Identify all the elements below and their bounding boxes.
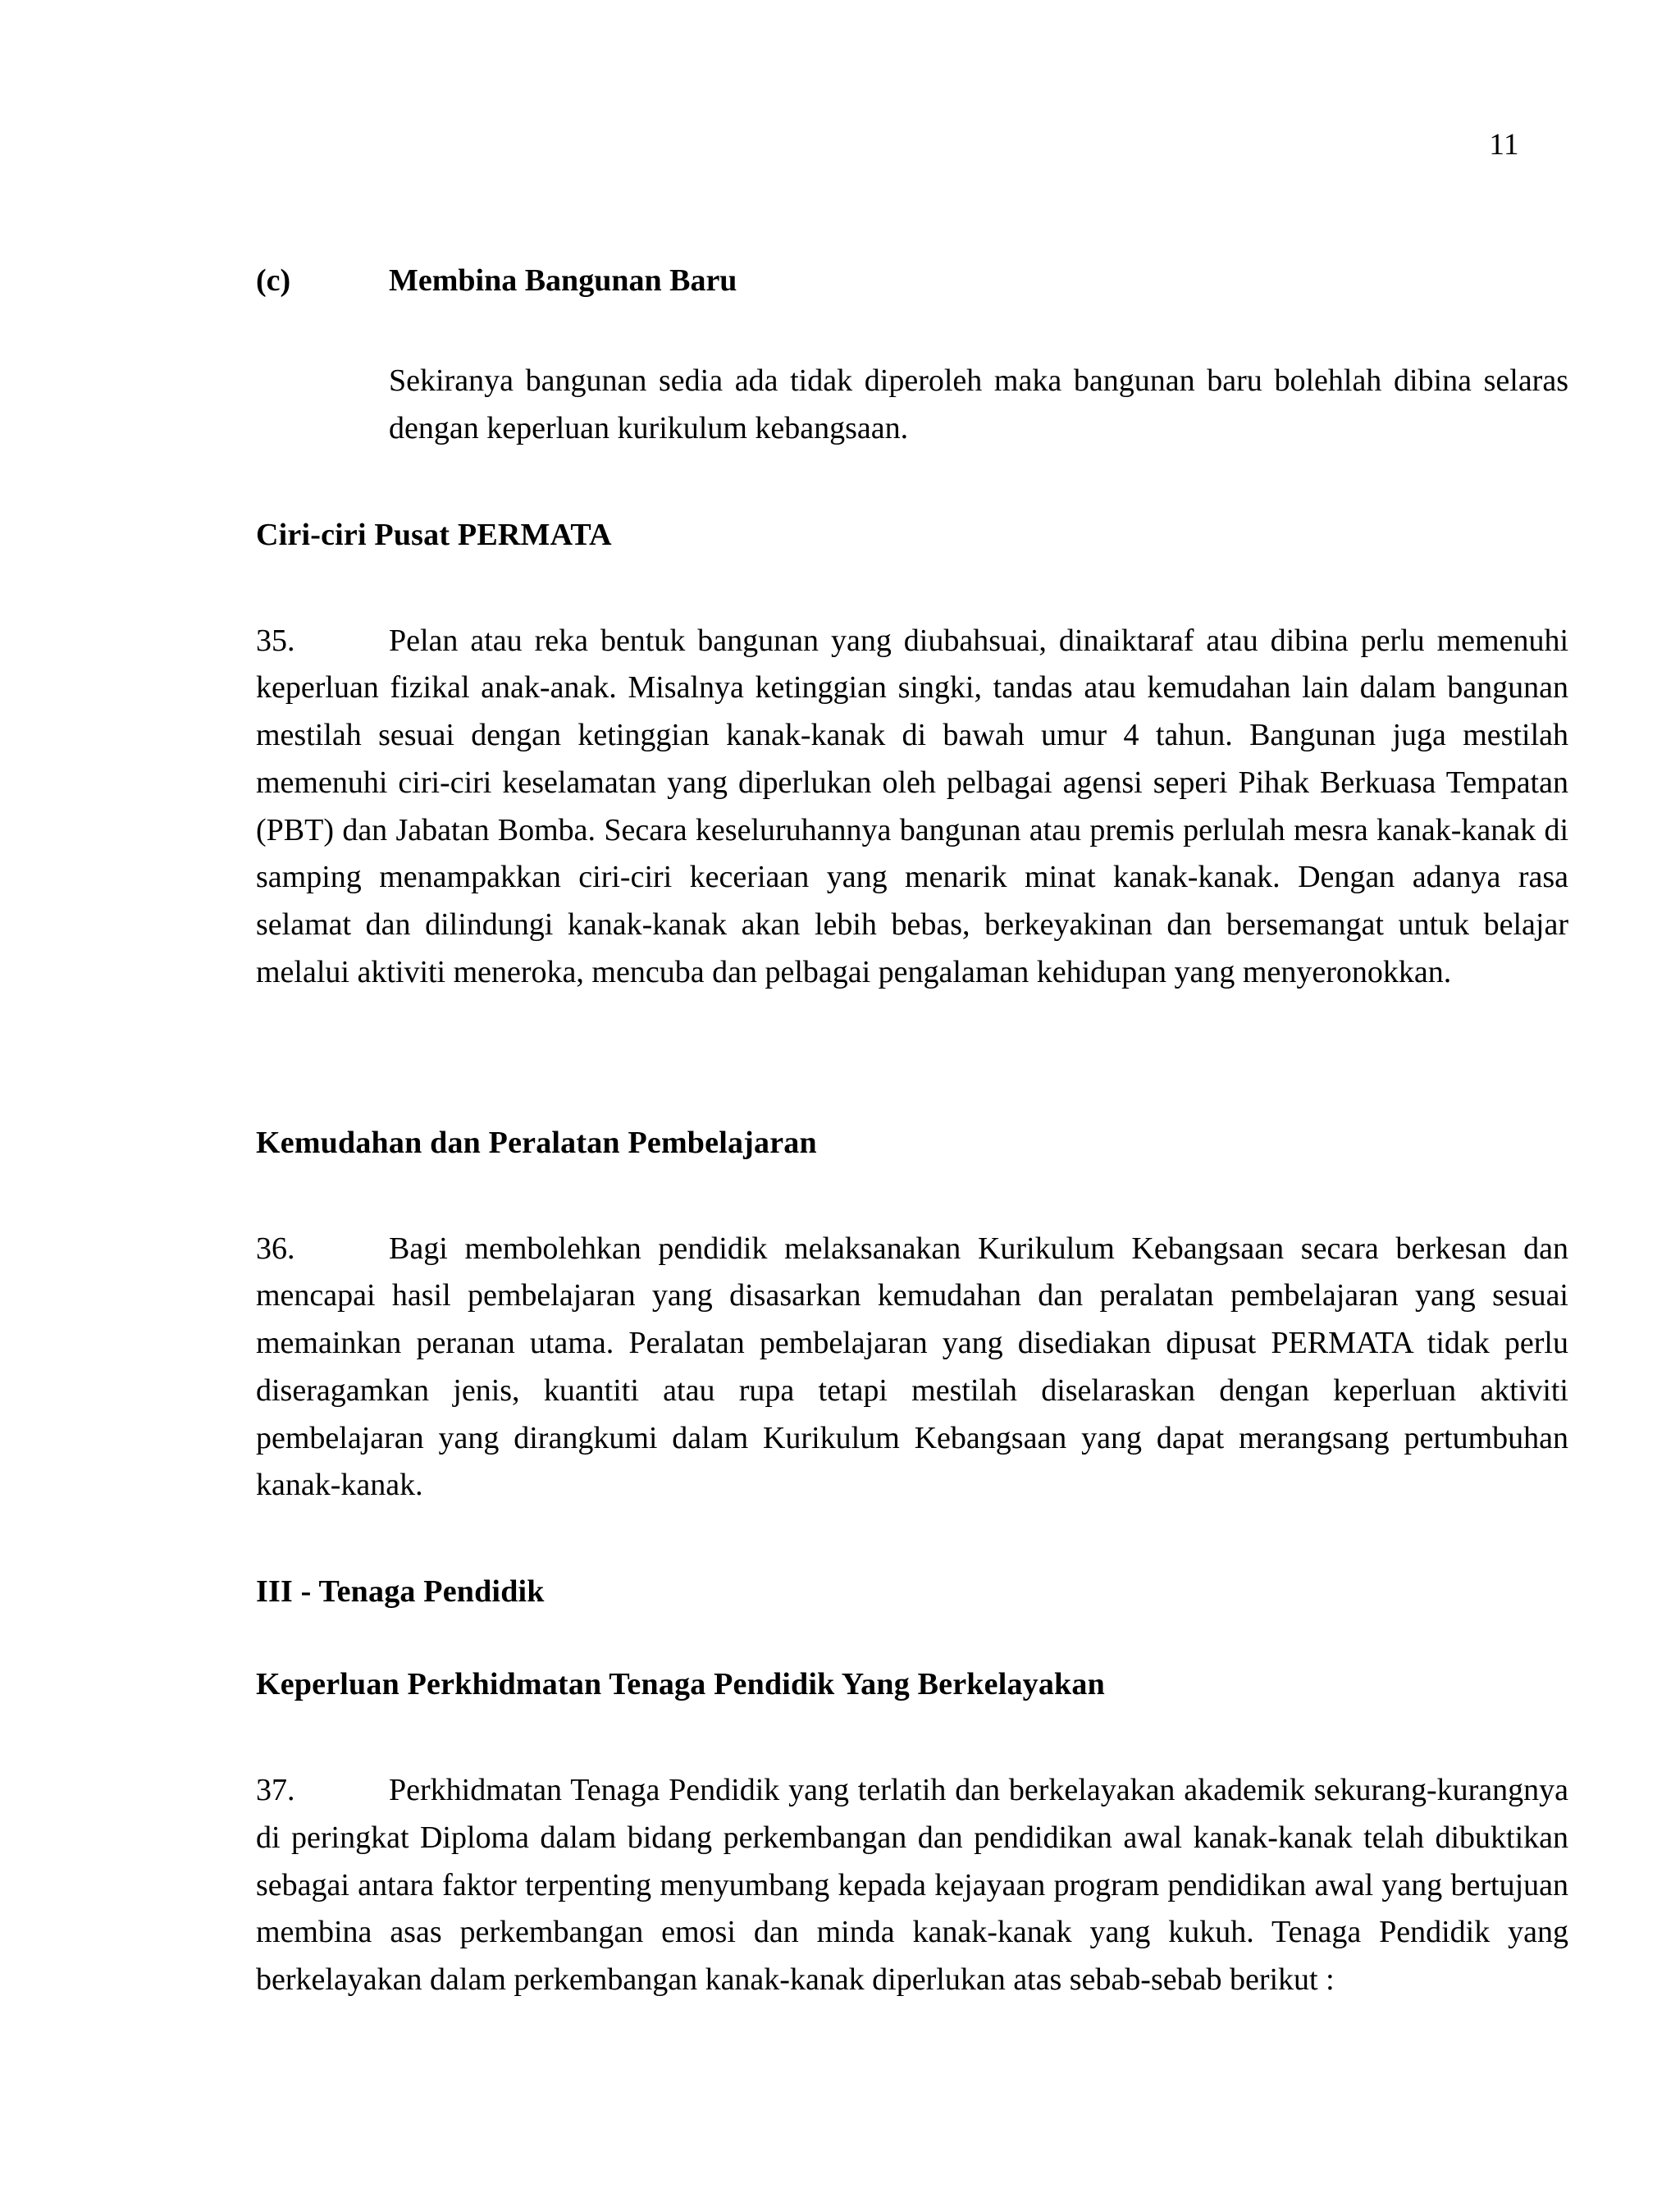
paragraph-35-text: Pelan atau reka bentuk bangunan yang diubahsuai, dinaiktaraf atau dibina perlu memenuhi keperluan fizikal anak-anak. Misalnya ketinggian singki, tandas atau kemudahan lain dalam bangunan mestilah sesuai dengan ketinggian kanak-kanak di bawah umur 4 tahun. Bangunan juga mestilah memenuhi ciri-ciri keselamatan yang diperlukan oleh pelbagai agensi seperi Pihak Berkuasa Tempatan (PBT) dan Jabatan Bomba. Secara keseluruhannya bangunan atau premis perlulah mesra kanak-kanak di samping menampakkan ciri-ciri keceriaan yang menarik minat kanak-kanak. Dengan adanya rasa selamat dan dilindungi kanak-kanak akan lebih bebas, berkeyakinan dan bersemangat untuk belajar melalui aktiviti meneroka, mencuba dan pelbagai pengalaman kehidupan yang menyeronokkan. [256,623,1568,989]
heading-ciri-ciri-pusat-permata: Ciri-ciri Pusat PERMATA [256,517,612,552]
paragraph-number-35: 35. [256,623,295,658]
paragraph-37-text: Perkhidmatan Tenaga Pendidik yang terlatih dan berkelayakan akademik sekurang-kurangnya di peringkat Diploma dalam bidang perkembangan dan pendidikan awal kanak-kanak telah dibuktikan sebagai antara faktor terpenting menyumbang kepada kejayaan program pendidikan awal yang bertujuan membina asas perkembangan emosi dan minda kanak-kanak yang kukuh. Tenaga Pendidik yang berkelayakan dalam perkembangan kanak-kanak diperlukan atas sebab-sebab berikut : [256,1773,1568,1997]
paragraph-membina-bangunan-baru: Sekiranya bangunan sedia ada tidak diperoleh maka bangunan baru bolehlah dibina selaras dengan keperluan kurikulum kebangsaan. [389,363,1568,445]
lettered-heading-text: Membina Bangunan Baru [389,263,737,298]
heading-kemudahan-dan-peralatan-pembelajaran: Kemudahan dan Peralatan Pembelajaran [256,1125,817,1160]
document-body [256,263,1568,2004]
paragraph-number-36: 36. [256,1231,295,1266]
page-number: 11 [1489,128,1519,162]
lettered-marker: (c) [256,263,291,298]
paragraph-36 [256,1226,1568,1510]
paragraph-number-37: 37. [256,1773,295,1807]
paragraph-37 [256,1767,1568,2004]
paragraph-35 [256,618,1568,997]
paragraph-36-text: Bagi membolehkan pendidik melaksanakan Kurikulum Kebangsaan secara berkesan dan mencapai hasil pembelajaran yang disasarkan kemudahan dan peralatan pembelajaran yang sesuai memainkan peranan utama. Peralatan pembelajaran yang disediakan dipusat PERMATA tidak perlu diseragamkan jenis, kuantiti atau rupa tetapi mestilah diselaraskan dengan keperluan aktiviti pembelajaran yang dirangkumi dalam Kurikulum Kebangsaan yang dapat merangsang pertumbuhan kanak-kanak. [256,1231,1568,1503]
lettered-heading-c [256,263,1568,299]
heading-iii-tenaga-pendidik: III - Tenaga Pendidik [256,1574,545,1609]
heading-keperluan-perkhidmatan: Keperluan Perkhidmatan Tenaga Pendidik Yang Berkelayakan [256,1667,1105,1701]
